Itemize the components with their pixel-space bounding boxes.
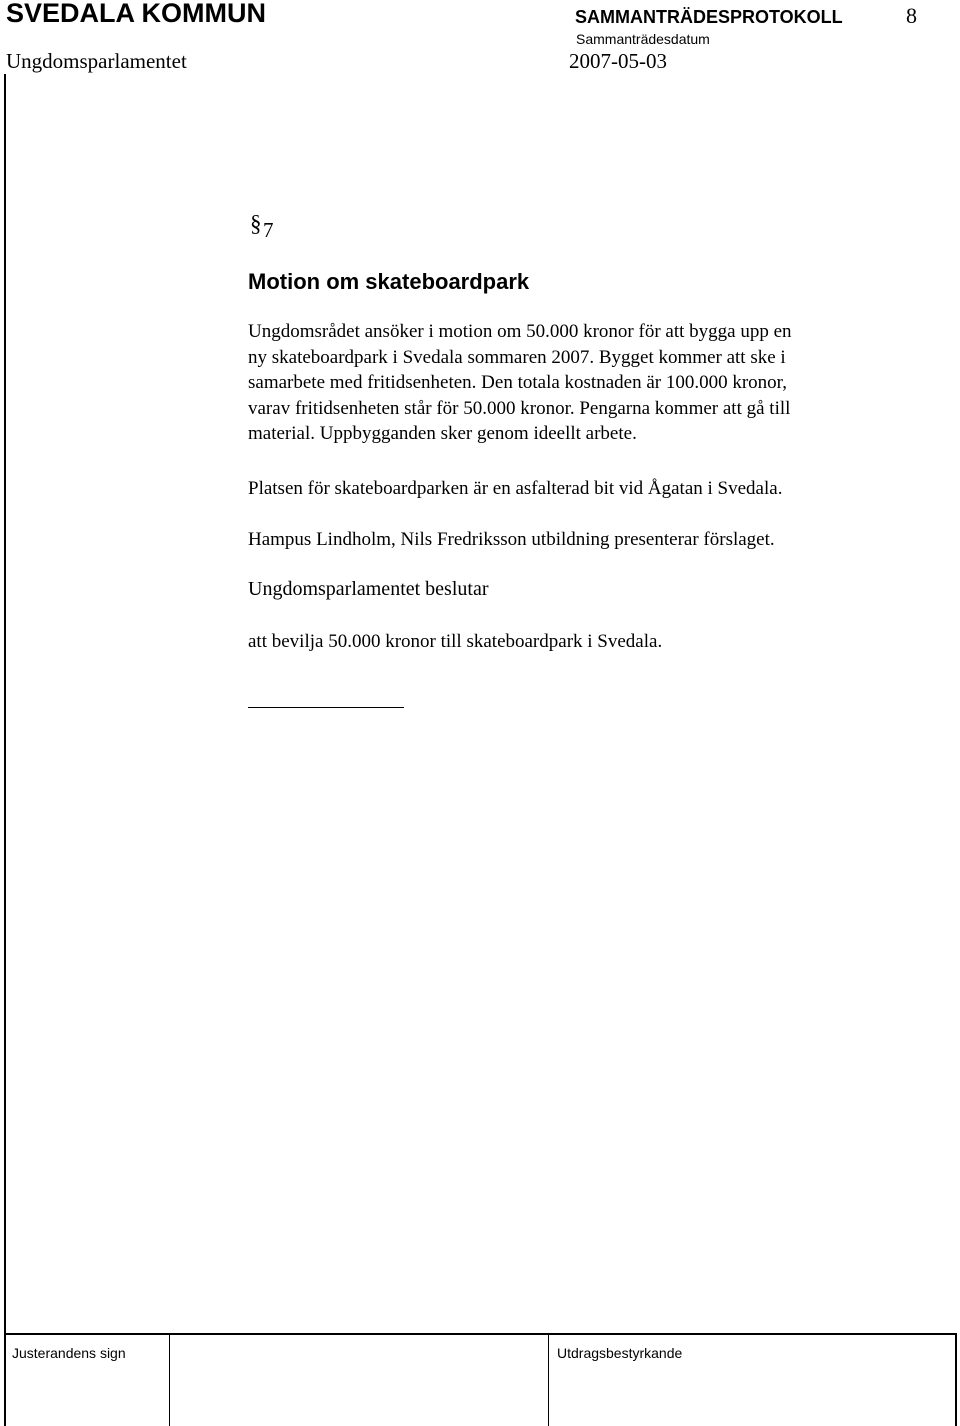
left-margin-rule (4, 74, 6, 1426)
organization-name: SVEDALA KOMMUN (6, 0, 266, 28)
footer-right-edge (955, 1333, 957, 1426)
body-line: ny skateboardpark i Svedala sommaren 2007. Bygget kommer att ske i (248, 346, 786, 368)
section-number: 7 (263, 218, 274, 242)
presenters-paragraph: Hampus Lindholm, Nils Fredriksson utbildning presenterar förslaget. (248, 529, 775, 550)
body-line: Ungdomsrådet ansöker i motion om 50.000 kronor för att bygga upp en (248, 321, 792, 342)
footer-divider-1 (169, 1333, 170, 1426)
end-rule (248, 707, 404, 708)
body-line: samarbete med fritidsenheten. Den totala kostnaden är 100.000 kronor, (248, 372, 787, 394)
utdragsbestyrkande-label: Utdragsbestyrkande (557, 1345, 683, 1361)
body-line: varav fritidsenheten står för 50.000 kronor. Pengarna kommer att gå till (248, 397, 791, 419)
motion-body (248, 319, 948, 447)
section-sign: § (250, 211, 262, 236)
decision-heading: Ungdomsparlamentet beslutar (248, 578, 489, 600)
page-number: 8 (906, 3, 917, 28)
document-type: SAMMANTRÄDESPROTOKOLL (575, 7, 843, 27)
footer-divider-2 (548, 1333, 549, 1426)
section-heading: Motion om skateboardpark (248, 269, 530, 294)
body-line: material. Uppbygganden sker genom ideellt arbete. (248, 423, 637, 445)
meeting-date: 2007-05-03 (569, 49, 667, 73)
department-name: Ungdomsparlamentet (6, 49, 187, 73)
decision-text: att bevilja 50.000 kronor till skateboardpark i Svedala. (248, 631, 663, 652)
date-label: Sammanträdesdatum (576, 31, 710, 47)
footer-top-rule (4, 1333, 957, 1335)
location-paragraph: Platsen för skateboardparken är en asfalterad bit vid Ågatan i Svedala. (248, 478, 783, 499)
justerandens-sign-label: Justerandens sign (12, 1345, 126, 1361)
